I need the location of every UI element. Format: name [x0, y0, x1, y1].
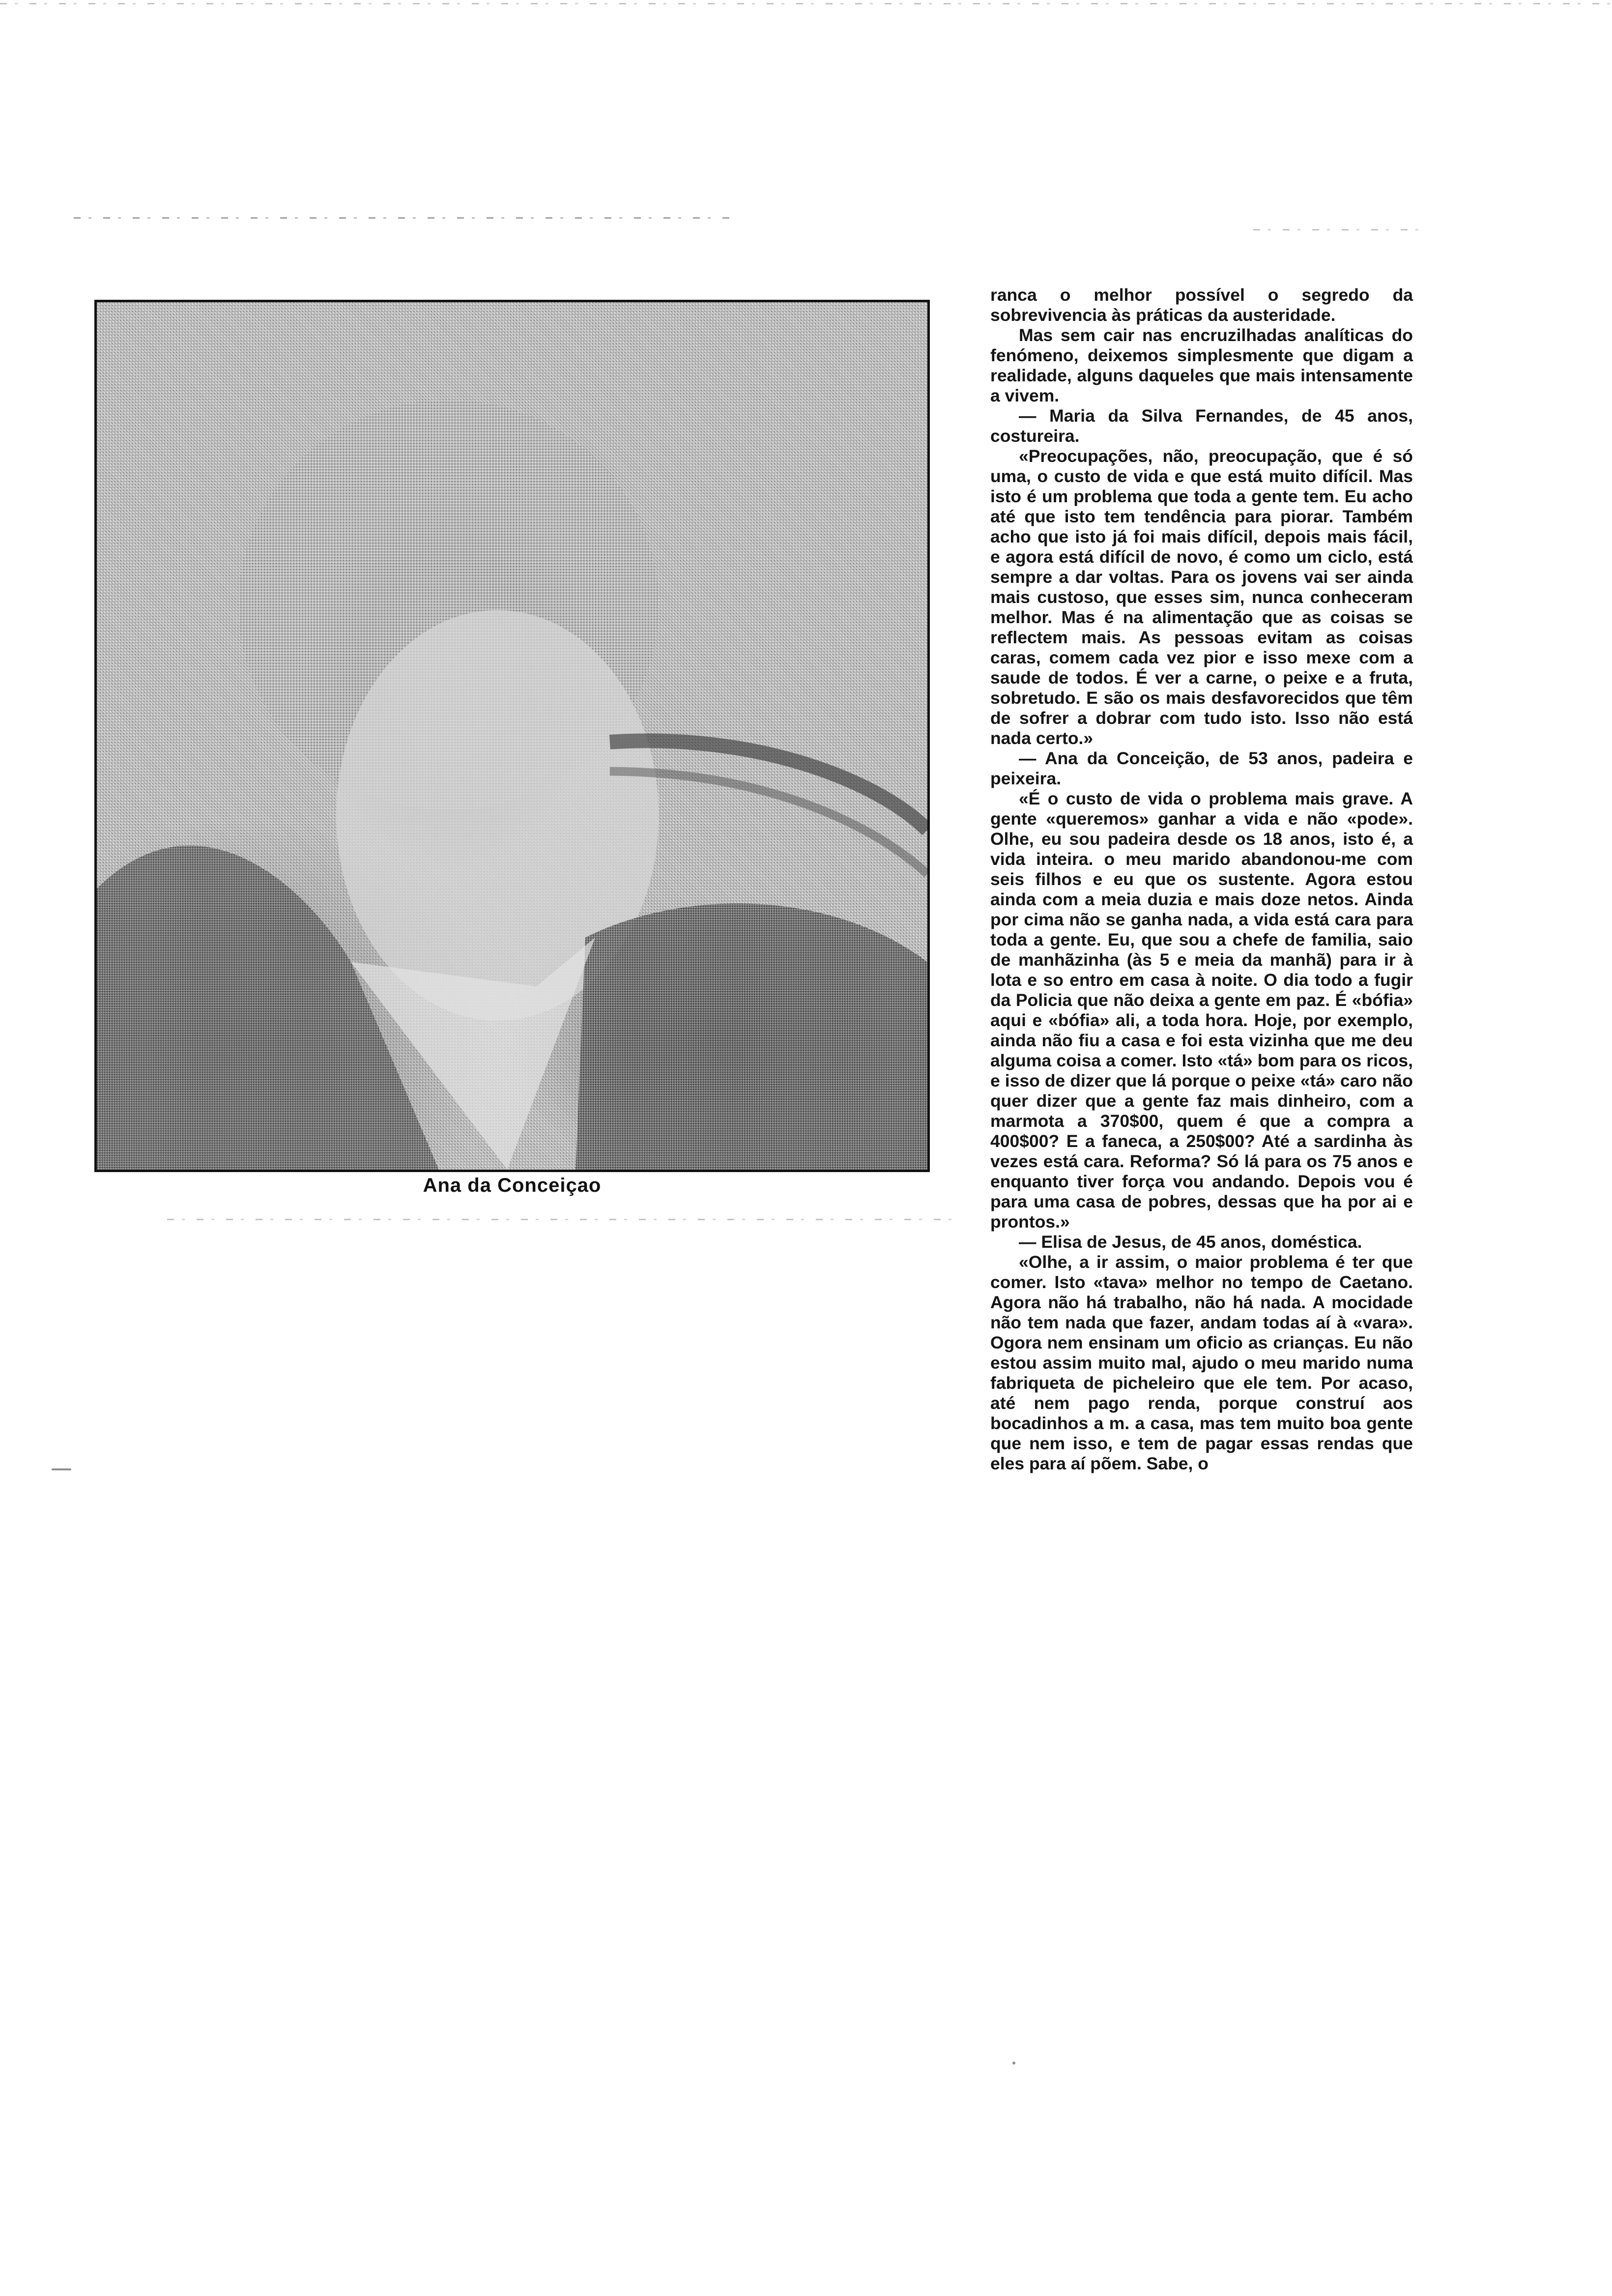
speaker-intro: — Maria da Silva Fernandes, de 45 anos, costureira. [990, 406, 1413, 446]
quote-paragraph: «Olhe, a ir assim, o maior problema é ter que comer. Isto «tava» melhor no tempo de Caetano. Agora não há trabalho, não há nada. A mocidade não tem nada que fazer, andam todas aí à «vara». Ogora nem ensinam um oficio as crianças. Eu não estou assim muito mal, ajudo o meu marido numa fabriqueta de picheleiro que ele tem. Por acaso, até nem pago renda, porque construí aos bocadinhos a m. a casa, mas tem muito boa gente que nem isso, e tem de pagar essas rendas que eles para aí põem. Sabe, o [990, 1252, 1413, 1473]
scan-artifact-below-photo [167, 1219, 953, 1220]
scan-artifact-header-right [1253, 229, 1425, 230]
portrait-photo [94, 300, 930, 1172]
article-paragraph: Mas sem cair nas encruzilhadas analíticas do fenómeno, deixemos simplesmente que digam a realidade, alguns daqueles que mais intensamente a vivem. [990, 325, 1413, 405]
scan-artifact-dot [1012, 2062, 1015, 2065]
speaker-intro: — Ana da Conceição, de 53 anos, padeira e peixeira. [990, 748, 1413, 788]
article-paragraph: ranca o melhor possível o segredo da sobrevivencia às práticas da austeridade. [990, 285, 1413, 325]
article-column [990, 285, 1413, 1474]
portrait-illustration [97, 302, 927, 1170]
photo-caption: Ana da Conceiçao [423, 1175, 602, 1196]
quote-paragraph: «É o custo de vida o problema mais grave. A gente «queremos» ganhar a vida e não «pode». Olhe, eu sou padeira desde os 18 anos, isto é, a vida inteira. o meu marido abandonou-me com seis filhos e eu que os sustente. Agora estou ainda com a meia duzia e mais doze netos. Ainda por cima não se ganha nada, a vida está cara para toda a gente. Eu, que sou a chefe de familia, saio de manhãzinha (às 5 e meia da manhã) para ir à lota e so entro em casa à noite. O dia todo a fugir da Policia que não deixa a gente em paz. É «bófia» aqui e «bófia» ali, a toda hora. Hoje, por exemplo, ainda não fiu a casa e foi esta vizinha que me deu alguma coisa a comer. Isto «tá» bom para os ricos, e isso de dizer que lá porque o peixe «tá» caro não quer dizer que a gente faz mais dinheiro, com a marmota a 370$00, quem é que a compra a 400$00? E a faneca, a 250$00? Até a sardinha às vezes está cara. Reforma? Só lá para os 75 anos e enquanto tiver força vou andando. Depois vou é para uma casa de pobres, dessas que ha por ai e prontos.» [990, 789, 1413, 1232]
scan-artifact-dot [52, 1468, 71, 1470]
scan-artifact-top [0, 3, 1612, 4]
speaker-intro: — Elisa de Jesus, de 45 anos, doméstica. [1019, 1232, 1362, 1252]
scan-artifact-header [74, 217, 737, 219]
quote-paragraph: «Preocupações, não, preocupação, que é só uma, o custo de vida e que está muito difícil. Mas isto é um problema que toda a gente tem. Eu acho até que isto tem tendência para piorar. Também acho que isto já foi mais difícil, depois mais fácil, e agora está difícil de novo, é como um ciclo, está sempre a dar voltas. Para os jovens vai ser ainda mais custoso, que esses sim, nunca conheceram melhor. Mas é na alimentação que as coisas se reflectem mais. As pessoas evitam as coisas caras, comem cada vez pior e isso mexe com a saude de todos. É ver a carne, o peixe e a fruta, sobretudo. E são os mais desfavorecidos que têm de sofrer a dobrar com tudo isto. Isso não está nada certo.» [990, 446, 1413, 748]
